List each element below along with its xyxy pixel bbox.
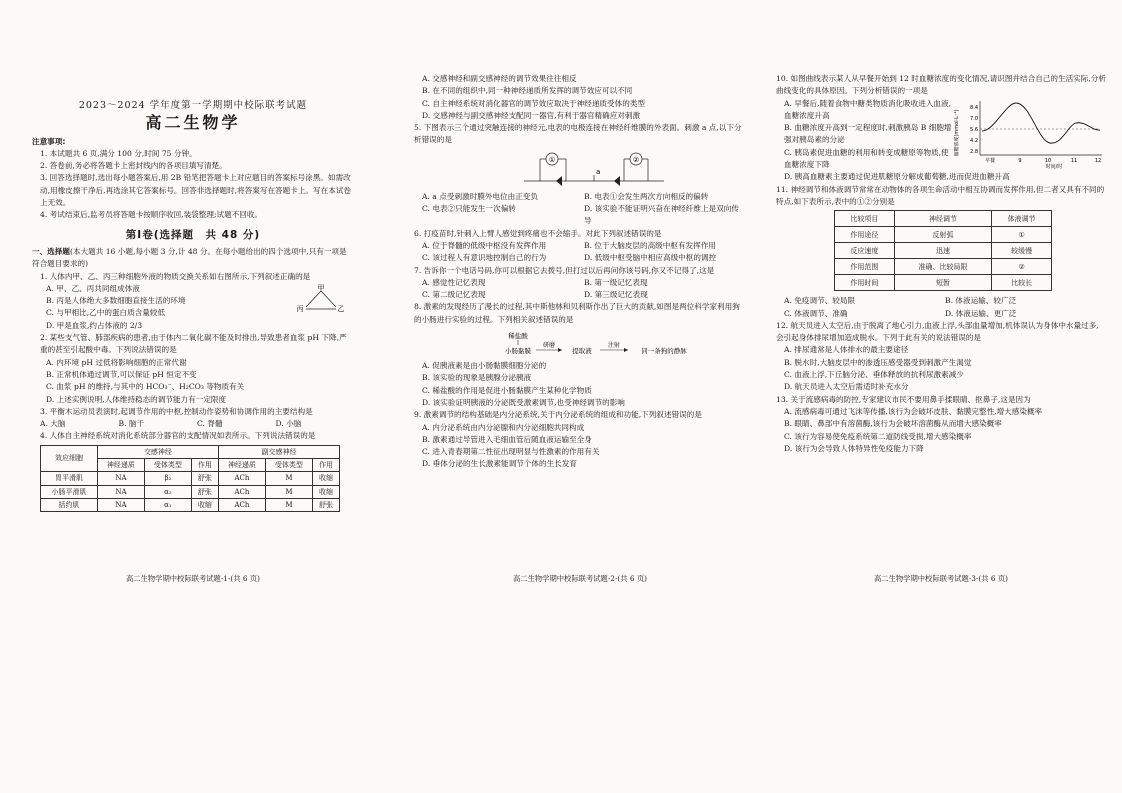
table-cell: 胃平滑肌 — [41, 472, 98, 485]
table-cell: 作用范围 — [835, 259, 895, 275]
note-4: 4. 考试结束后,监考员将答题卡按顺序收回,装袋整理;试题不回收。 — [40, 210, 263, 220]
table-cell: ② — [992, 259, 1052, 275]
table-cell: ① — [992, 227, 1052, 243]
header-effector: 效应细胞 — [41, 445, 98, 472]
option-d: D. 该实验不能证明兴奋在神经纤维上是双向传导 — [584, 204, 739, 226]
option-a: A. a 点受刺激时膜外电位由正变负 — [422, 191, 538, 201]
option-c: C. 血液上浮,下丘脑分泌、垂体释放的抗利尿激素减少 — [784, 370, 964, 380]
x-tick-label: 11 — [1070, 158, 1078, 164]
option-a: A. 早餐后,随着食物中糖类物质消化吸收进入血液,血糖浓度升高 — [784, 98, 952, 120]
option-b: B. 正常机体通过调节,可以保证 pH 恒定不变 — [46, 369, 197, 379]
option-c: C. 脊髓 — [197, 419, 223, 429]
table-row — [835, 227, 1052, 243]
note-3: 3. 回答选择题时,选出每小题答案后,用 2B 铅笔把答题卡上对应题目的答案标号涂黑。如需改动,用橡皮擦干净后,再选涂其它答案标号。回答非选择题时,将答案写在答题卡上。写在本试卷上无效。 — [40, 173, 351, 208]
x-tick-label: 10 — [1044, 158, 1052, 164]
note-2: 2. 答卷前,务必将答题卡上密封线内的各项目填写清楚。 — [40, 161, 227, 171]
question-stem: 2. 某些支气管、肺部疾病的患者,由于体内二氧化碳不能及时排出,导致患者血浆 pH 下降,严重的甚至引起酸中毒。下列说法错误的是 — [40, 333, 347, 355]
diagram-label-c: 丙 — [296, 304, 304, 313]
exam-title: 2023～2024 学年度第一学期期中校际联考试题 — [78, 100, 308, 111]
table-cell: 作用时间 — [835, 275, 895, 291]
x-tick-label: 9 — [1018, 158, 1022, 164]
option-a: A. 位于脊髓的低级中枢没有发挥作用 — [422, 240, 547, 250]
option-d: D. 第三级记忆表现 — [584, 290, 648, 300]
question-2 — [32, 332, 354, 406]
question-12 — [776, 320, 1106, 394]
option-b: B. 在不同的组织中,同一种神经递质所发挥的调节效应可以不同 — [422, 86, 633, 96]
option-d: D. 甲是血浆,约占体液的 2/3 — [46, 320, 143, 330]
part-intro — [32, 246, 354, 271]
table-cell: 准确、比较局限 — [894, 259, 992, 275]
page-1 — [32, 0, 354, 793]
option-c: C. 自主神经系统对消化器官的调节效应取决于神经递质受体的类型 — [422, 98, 645, 108]
question-stem: 12. 航天员进入太空后,由于脱离了地心引力,血液上浮,头部血量增加,机体误认为身体中水量过多,会引起身体排尿增加造成脱水。下列于此有关的说法错误的是 — [776, 320, 1099, 343]
option-c: C. 该过程人有意识地控制自己的行为 — [422, 253, 547, 263]
option-c: C. 血浆 pH 的维持,与其中的 HCO₃⁻、H₂CO₃ 等物质有关 — [46, 382, 245, 392]
option-b: B. 血糖浓度升高到一定程度时,刺激胰岛 B 细胞增强对胰岛素的分泌 — [784, 123, 952, 145]
question-stem: 4. 人体自主神经系统对消化系统部分器官的支配情况如表所示。下列说法错误的是 — [40, 431, 316, 441]
table-row — [835, 275, 1052, 291]
option-b: B. 体液运输、较广泛 — [945, 296, 1017, 306]
table-cell: 较缓慢 — [992, 243, 1052, 259]
option-d: D. 垂体分泌的生长激素能调节个体的生长发育 — [422, 459, 577, 469]
part-text: (本大题共 16 小题,每小题 3 分,计 48 分。在每小题给出的四个选项中,只有一项是符合题目要求的) — [32, 246, 347, 269]
meter-1-label: ① — [548, 155, 556, 164]
table-cell: α₂ — [144, 485, 191, 498]
option-a: A. 内分泌系统由内分泌腺和内分泌细胞共同构成 — [422, 422, 585, 432]
table-cell: NA — [97, 485, 144, 498]
secretin-experiment-diagram — [414, 326, 746, 360]
part-label: 一、选择题 — [32, 246, 70, 256]
sub-header: 受体类型 — [144, 459, 191, 472]
option-c: C. 第二级记忆表现 — [422, 290, 486, 300]
question-13 — [776, 394, 1106, 455]
diagram-mucosa-label: 小肠黏膜 — [505, 347, 531, 356]
option-a: A. 交感神经和副交感神经的调节效果往往相反 — [422, 74, 577, 83]
page-3 — [776, 0, 1106, 793]
options — [414, 191, 746, 228]
option-a: A. 内环境 pH 过低将影响细胞的正常代谢 — [46, 357, 187, 367]
option-a: A. 促胰液素是由小肠黏膜细胞分泌的 — [422, 361, 547, 371]
table-cell: M — [265, 498, 312, 511]
table-row — [41, 472, 340, 485]
question-1 — [32, 271, 354, 332]
question-stem: 6. 打疫苗时,针刺入上臂人感觉到疼痛也不会缩手。对此下列叙述错误的是 — [414, 228, 662, 238]
question-stem: 3. 平衡木运动员表演时,起调节作用的中枢,控制动作姿势和协调作用的主要结构是 — [40, 406, 313, 416]
table-cell: ACh — [218, 472, 265, 485]
table-row — [41, 485, 340, 498]
y-tick-label: 8.4 — [970, 105, 978, 111]
note-1: 1. 本试题共 6 页,满分 100 分,时间 75 分钟。 — [40, 148, 197, 158]
table-cell: 短暂 — [894, 275, 992, 291]
option-d: D. 上述实例说明,人体维持稳态的调节能力有一定限度 — [46, 394, 227, 404]
section-heading: 第Ⅰ卷(选择题 共 48 分) — [125, 228, 261, 241]
sub-header: 作用 — [191, 459, 218, 472]
question-6 — [414, 228, 746, 265]
table-cell: 舒张 — [191, 485, 218, 498]
question-4 — [32, 430, 354, 512]
option-d: D. 航天员进入太空后需适时补充水分 — [784, 382, 909, 392]
y-tick-label: 2.8 — [970, 149, 978, 155]
option-b: B. 脱水时,大脑皮层中的渗透压感受器受到刺激产生渴觉 — [784, 357, 972, 367]
fluid-exchange-diagram — [296, 283, 346, 313]
option-b: B. 位于大脑皮层的高级中枢有发挥作用 — [584, 240, 716, 250]
page-footer: 高二生物学期中校际联考试题-1-(共 6 页) — [125, 574, 260, 583]
question-stem: 9. 激素调节的结构基础是内分泌系统,关于内分泌系统的组成和功能,下列叙述错误的是 — [414, 410, 702, 420]
x-tick-label: 12 — [1094, 158, 1102, 164]
nerve-table — [40, 445, 340, 512]
table-cell: M — [265, 472, 312, 485]
question-stem: 13. 关于流感病毒的防控,专家建议市民不要用鼻手揉眼睛、抠鼻子,这是因为 — [776, 394, 1031, 404]
table-cell: β₂ — [144, 472, 191, 485]
table-cell: 比较长 — [992, 275, 1052, 291]
table-cell: 收缩 — [191, 498, 218, 511]
diagram-label-a: 甲 — [317, 283, 325, 292]
table-cell: 迅速 — [894, 243, 992, 259]
option-a: A. 流感病毒可通过飞沫等传播,该行为会破坏皮肤、黏膜完整性,增大感染概率 — [784, 406, 1043, 416]
x-tick-label: 早餐 — [984, 158, 996, 164]
chart-xlabel: 时间/时 — [1045, 164, 1063, 169]
sub-header: 作用 — [312, 459, 339, 472]
table-row — [41, 498, 340, 511]
table-row — [835, 259, 1052, 275]
table-cell: 收缩 — [312, 472, 339, 485]
option-b: B. 脑干 — [118, 419, 145, 429]
page-2 — [414, 0, 746, 793]
question-3 — [32, 406, 354, 431]
diagram-result-label: 同一条狗的静脉 — [641, 347, 687, 356]
option-a: A. 免疫调节、较局限 — [784, 296, 856, 306]
table-cell: ACh — [218, 498, 265, 511]
option-b: B. 该实验的现象是胰腺分泌胰液 — [422, 373, 532, 383]
chart-ylabel: 血糖浓度(mmol·L⁻¹) — [954, 109, 960, 157]
table-cell: 括约肌 — [41, 498, 98, 511]
question-5 — [414, 122, 746, 227]
header-parasympathetic: 副交感神经 — [218, 445, 339, 458]
y-tick-label: 5.6 — [970, 127, 978, 133]
meter-2-label: ② — [632, 155, 640, 164]
question-stem: 1. 人体内甲、乙、丙三种细胞外液的物质交换关系如右图所示,下列叙述正确的是 — [40, 271, 311, 281]
options — [32, 418, 354, 430]
question-stem: 5. 下图表示三个通过突触连接的神经元,电表的电极连接在神经纤维膜的外表面。刺激 a 点,以下分析错误的是 — [414, 123, 742, 145]
options — [414, 277, 746, 302]
table-header: 体液调节 — [992, 211, 1052, 227]
sub-header: 神经递质 — [97, 459, 144, 472]
diagram-inject-label: 注射 — [607, 342, 621, 350]
diagram-hcl-label: 稀盐酸 — [508, 332, 528, 341]
table-row — [835, 243, 1052, 259]
option-d: D. 体液运输、更广泛 — [945, 308, 1017, 318]
table-cell: 舒张 — [312, 498, 339, 511]
option-b: B. 电表①会发生两次方向相反的偏转 — [584, 191, 709, 201]
table-header: 比较项目 — [835, 211, 895, 227]
question-10 — [776, 73, 1106, 184]
table-header: 神经调节 — [894, 211, 992, 227]
stimulus-point-label: a — [596, 167, 601, 176]
option-a: A. 感觉性记忆表现 — [422, 277, 486, 287]
options — [776, 295, 1106, 320]
question-8 — [414, 301, 746, 409]
question-stem: 11. 神经调节和体液调节常常在动物体的各项生命活动中相互协调而发挥作用,但二者又具有不同的特点,如下表所示,表中的①②分别是 — [776, 184, 1105, 206]
option-b: B. 丙是人体绝大多数细胞直接生活的环境 — [46, 296, 186, 306]
option-c: C. 体液调节、准确 — [784, 308, 848, 318]
option-b: B. 眼睛、鼻部中有溶菌酶,该行为会破坏溶菌酶从而增大感染概率 — [784, 419, 1002, 429]
option-d: D. 该实验证明胰液的分泌既受激素调节,也受神经调节的影响 — [422, 397, 625, 407]
option-b: B. 第一级记忆表现 — [584, 277, 648, 287]
table-cell: 反应速度 — [835, 243, 895, 259]
question-stem: 7. 告诉你一个电话号码,你可以根据它去拨号,但打过以后再问你该号码,你又不记得了,这是 — [414, 265, 715, 275]
table-cell: 反射弧 — [894, 227, 992, 243]
option-a: A. 大脑 — [40, 419, 66, 429]
question-9 — [414, 409, 746, 470]
diagram-extract-label: 提取液 — [572, 347, 592, 356]
y-tick-label: 4.2 — [970, 138, 978, 144]
table-cell: 小肠平滑肌 — [41, 485, 98, 498]
option-c: C. 胰岛素促进血糖的利用和转变成糖原等物质,使血糖浓度下降 — [784, 147, 949, 170]
option-d: D. 该行为会导致人体特异性免疫能力下降 — [784, 443, 924, 453]
option-d: D. 低级中枢受脑中相应高级中枢的调控 — [584, 253, 717, 263]
table-cell: 舒张 — [191, 472, 218, 485]
option-d: D. 交感神经与副交感神经支配同一器官,有利于器官精确应对刺激 — [422, 110, 641, 120]
options — [414, 240, 746, 265]
table-cell: 作用途径 — [835, 227, 895, 243]
table-cell: 收缩 — [312, 485, 339, 498]
regulation-table — [834, 210, 1052, 291]
page-footer: 高二生物学期中校际联考试题-2-(共 6 页) — [512, 574, 647, 583]
option-c: C. 与甲相比,乙中的蛋白质含量较低 — [46, 308, 166, 318]
diagram-grind-label: 研磨 — [542, 342, 556, 350]
question-4-options — [414, 73, 746, 122]
option-d: D. 小脑 — [275, 419, 302, 429]
question-stem: 10. 如图曲线表示某人从早餐开始到 12 时血糖浓度的变化情况,请识图并结合自己的生活实际,分析曲线变化的具体原因。下列分析错误的一项是 — [776, 74, 1106, 96]
option-c: C. 该行为容易使免疫系统第二道防线受损,增大感染概率 — [784, 431, 972, 441]
table-cell: NA — [97, 498, 144, 511]
question-11 — [776, 184, 1106, 320]
subject-title: 高二生物学 — [145, 113, 241, 133]
blood-glucose-chart — [954, 97, 1106, 169]
neuron-diagram — [414, 147, 746, 191]
table-cell: ACh — [218, 485, 265, 498]
diagram-label-b: 乙 — [337, 304, 345, 313]
y-tick-label: 7.0 — [970, 116, 978, 122]
option-c: C. 进入青春期第二性征出现明显与性激素的作用有关 — [422, 447, 600, 457]
option-c: C. 电表②只能发生一次偏转 — [422, 204, 516, 214]
table-cell: M — [265, 485, 312, 498]
header-sympathetic: 交感神经 — [97, 445, 218, 458]
table-cell: NA — [97, 472, 144, 485]
table-cell: α₁ — [144, 498, 191, 511]
sub-header: 神经递质 — [218, 459, 265, 472]
question-stem: 8. 激素的发现经历了漫长的过程,其中斯他林和贝利斯作出了巨大的贡献,如图是两位科学家利用狗的小肠进行实验的过程。下列相关叙述错误的是 — [414, 302, 740, 324]
option-c: C. 稀盐酸的作用是促进小肠黏膜产生某种化学物质 — [422, 385, 592, 395]
notes-title: 注意事项: — [32, 136, 66, 146]
page-footer: 高二生物学期中校际联考试题-3-(共 6 页) — [873, 574, 1008, 583]
sub-header: 受体类型 — [265, 459, 312, 472]
question-7 — [414, 265, 746, 302]
option-a: A. 甲、乙、丙共同组成体液 — [46, 283, 140, 293]
option-d: D. 胰高血糖素主要通过促进肌糖原分解成葡萄糖,进而促进血糖升高 — [784, 172, 1010, 182]
glucose-curve — [982, 103, 1100, 143]
option-b: B. 激素通过导管进入毛细血管后随血液运输至全身 — [422, 434, 592, 444]
option-a: A. 排尿通常是人体排水的最主要途径 — [784, 345, 909, 355]
